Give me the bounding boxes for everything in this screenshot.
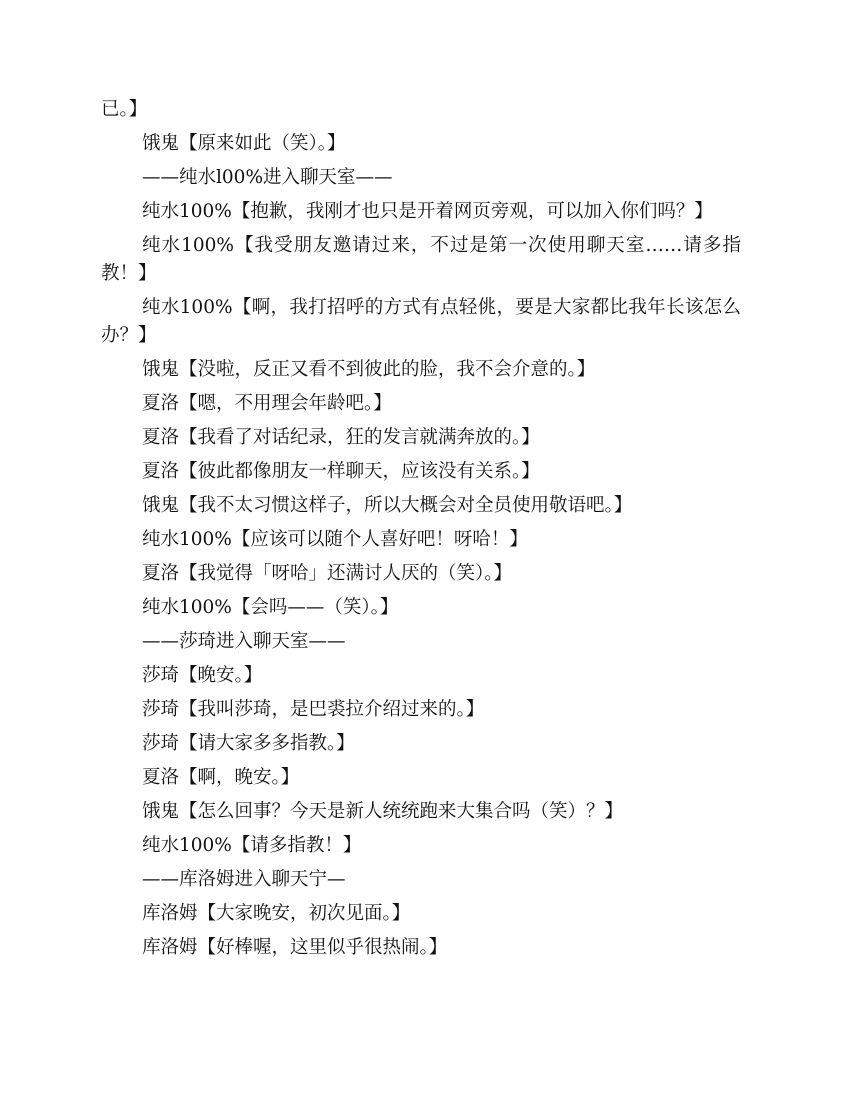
paragraph: ——纯水l00%进入聊天室—— — [142, 167, 393, 188]
paragraph: 库洛姆【好棒喔，这里似乎很热闹。】 — [142, 937, 448, 958]
paragraph: 纯水100%【请多指教！】 — [142, 835, 362, 856]
paragraph: 夏洛【嗯，不用理会年龄吧。】 — [142, 393, 392, 414]
paragraph: ——库洛姆进入聊天宁— — [142, 869, 346, 890]
paragraph: 饿鬼【没啦，反正又看不到彼此的脸，我不会介意的。】 — [142, 359, 596, 380]
document-page — [101, 96, 741, 968]
paragraph: 已。】 — [101, 99, 148, 120]
paragraph: 莎琦【我叫莎琦，是巴裘拉介绍过来的。】 — [142, 699, 485, 720]
paragraph: 纯水100%【啊，我打招呼的方式有点轻佻，要是大家都比我年长该怎么办？】 — [101, 297, 741, 346]
paragraph: 纯水100%【会吗——（笑）。】 — [142, 597, 399, 618]
paragraph: 莎琦【请大家多多指教。】 — [142, 733, 355, 754]
paragraph: 饿鬼【我不太习惯这样子，所以大概会对全员使用敬语吧。】 — [142, 495, 633, 516]
paragraph: 库洛姆【大家晚安，初次见面。】 — [142, 903, 411, 924]
paragraph: 饿鬼【怎么回事？今天是新人统统跑来大集合吗（笑）？】 — [142, 801, 624, 822]
paragraph: 纯水100%【抱歉，我刚才也只是开着网页旁观，可以加入你们吗？】 — [142, 201, 713, 222]
paragraph: 夏洛【彼此都像朋友一样聊天，应该没有关系。】 — [142, 461, 540, 482]
paragraph: 莎琦【晚安。】 — [142, 665, 263, 686]
paragraph: 饿鬼【原来如此（笑）。】 — [142, 133, 346, 154]
paragraph: ——莎琦进入聊天室—— — [142, 631, 346, 652]
paragraph: 夏洛【啊，晚安。】 — [142, 767, 300, 788]
paragraph: 夏洛【我觉得「呀哈」还满讨人厌的（笑）。】 — [142, 563, 513, 584]
paragraph: 夏洛【我看了对话纪录，狂的发言就满奔放的。】 — [142, 427, 540, 448]
paragraph: 纯水100%【我受朋友邀请过来，不过是第一次使用聊天室……请多指教！】 — [101, 235, 741, 284]
paragraph: 纯水100%【应该可以随个人喜好吧！呀哈！】 — [142, 529, 528, 550]
